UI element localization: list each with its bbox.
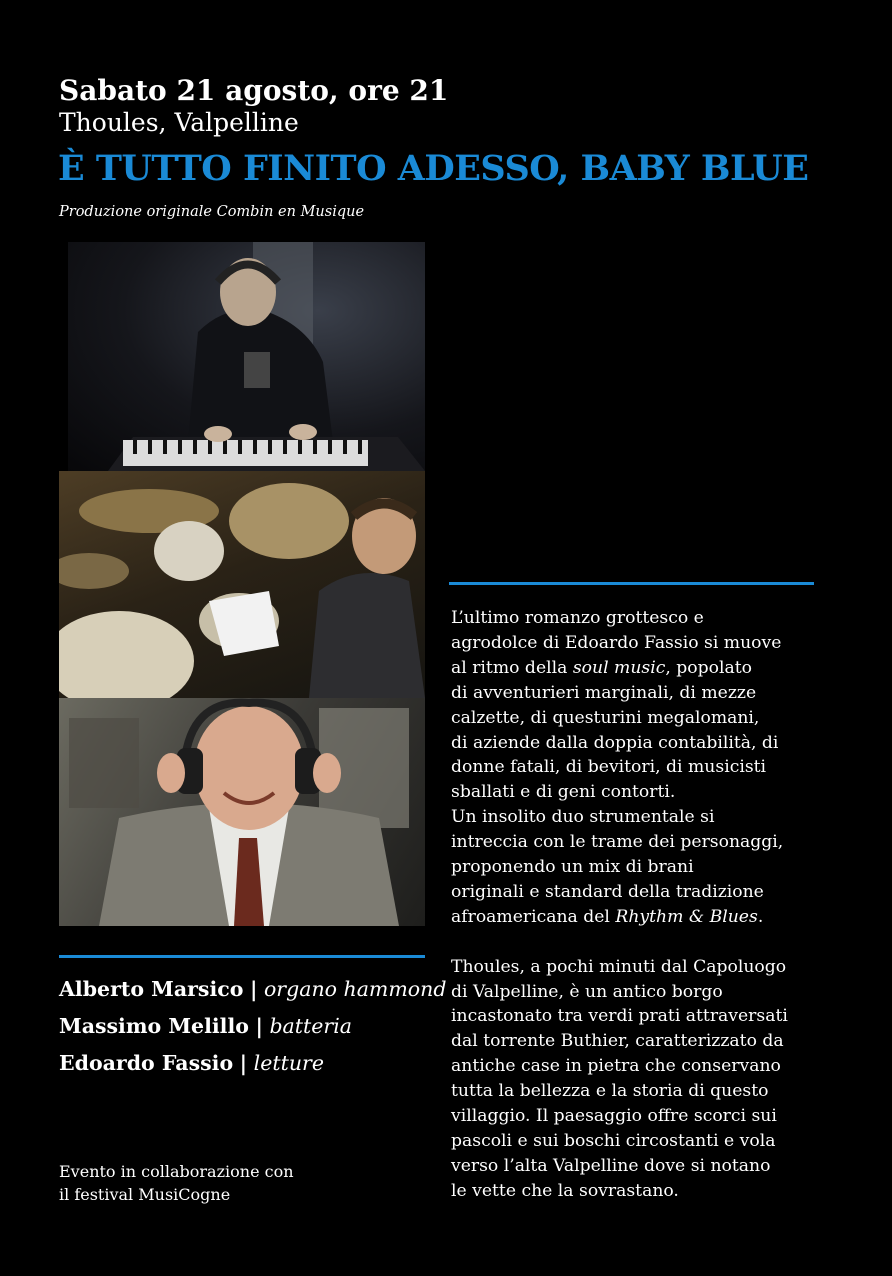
event-title: È TUTTO FINITO ADESSO, BABY BLUE	[58, 148, 809, 189]
drummer-photo	[59, 471, 425, 698]
description-line: al ritmo della soul music, popolato	[451, 657, 752, 678]
description-line: sballati e di geni contorti.	[451, 782, 676, 803]
description-line: di aziende dalla doppia contabilità, di	[451, 732, 779, 753]
event-place: Thoules, Valpelline	[59, 108, 299, 137]
separator: |	[255, 1014, 263, 1038]
paragraph-gap	[451, 930, 821, 955]
description-line: di avventurieri marginali, di mezze	[451, 682, 757, 703]
description-line: L’ultimo romanzo grottesco e	[451, 608, 704, 628]
description-line: intreccia con le trame dei personaggi,	[451, 832, 784, 853]
description-line: afroamericana del Rhythm & Blues.	[451, 906, 764, 927]
headphones-photo	[59, 698, 425, 926]
collaboration-line: Evento in collaborazione con	[59, 1162, 294, 1181]
description-line: proponendo un mix di brani	[451, 857, 694, 878]
description-line: Thoules, a pochi minuti dal Capoluogo	[451, 956, 787, 977]
description-line: villaggio. Il paesaggio offre scorci sui	[451, 1106, 777, 1127]
description-line: tutta la bellezza e la storia di questo	[451, 1081, 769, 1102]
divider-rule	[59, 955, 425, 958]
divider-rule	[449, 582, 814, 585]
production-credit: Produzione originale Combin en Musique	[59, 204, 365, 220]
description-line: agrodolce di Edoardo Fassio si muove	[451, 632, 782, 653]
description-line: incastonato tra verdi prati attraversati	[451, 1006, 788, 1027]
description-line: dal torrente Buthier, caratterizzato da	[451, 1031, 784, 1052]
organist-photo	[68, 242, 425, 471]
description-line: pascoli e sui boschi circostanti e vola	[451, 1131, 776, 1152]
separator: |	[239, 1051, 248, 1075]
collaboration-note	[59, 1160, 294, 1206]
performer-role: letture	[253, 1051, 324, 1075]
description-line: Un insolito duo strumentale si	[451, 807, 715, 828]
collaboration-line: il festival MusiCogne	[59, 1185, 231, 1204]
description-line: di Valpelline, è un antico borgo	[451, 981, 723, 1002]
separator: |	[249, 977, 258, 1001]
performer-line	[59, 1050, 324, 1076]
performer-line	[59, 976, 446, 1002]
description-line: donne fatali, di bevitori, di musicisti	[451, 757, 767, 778]
performer-role: batteria	[269, 1014, 352, 1038]
description-line: le vette che la sovrastano.	[451, 1180, 679, 1201]
event-date: Sabato 21 agosto, ore 21	[59, 74, 449, 107]
description-line: verso l’alta Valpelline dove si notano	[451, 1155, 771, 1176]
description-line: originali e standard della tradizione	[451, 881, 764, 902]
performer-name: Massimo Melillo	[59, 1014, 249, 1038]
performer-role: organo hammond	[263, 977, 447, 1001]
event-description	[451, 606, 821, 1204]
performer-name: Alberto Marsico	[59, 977, 244, 1001]
description-line: calzette, di questurini megalomani,	[451, 707, 760, 728]
performer-line	[59, 1013, 352, 1039]
description-line: antiche case in pietra che conservano	[451, 1056, 781, 1077]
performer-name: Edoardo Fassio	[59, 1051, 234, 1075]
